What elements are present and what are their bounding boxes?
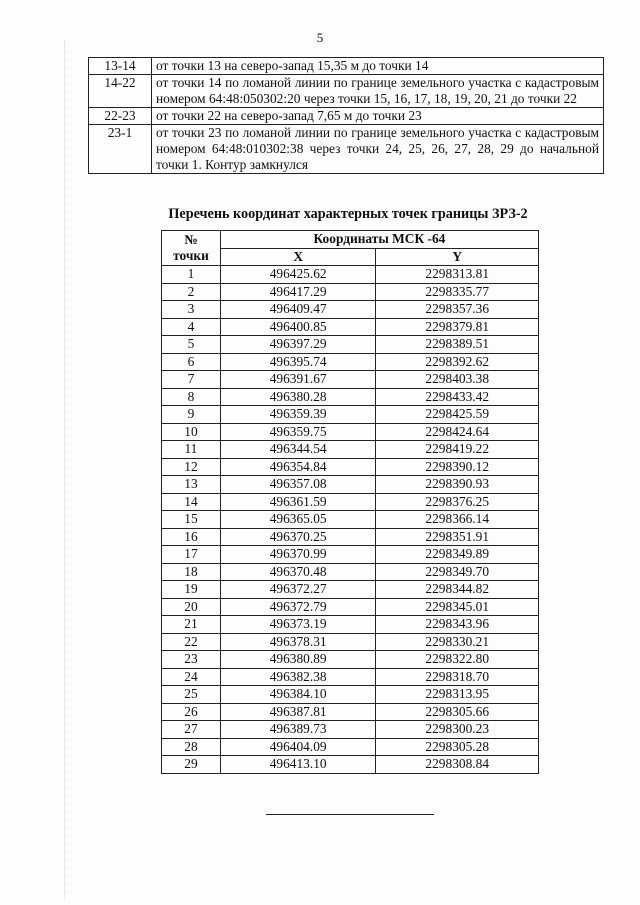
point-row bbox=[162, 493, 539, 511]
point-number: 7 bbox=[162, 371, 221, 389]
point-x: 496400.85 bbox=[220, 318, 376, 336]
point-x: 496372.79 bbox=[220, 598, 376, 616]
segment-id: 23-1 bbox=[89, 125, 152, 174]
point-y: 2298322.80 bbox=[376, 651, 539, 669]
point-y: 2298424.64 bbox=[376, 423, 539, 441]
segment-row bbox=[89, 75, 604, 108]
point-x: 496397.29 bbox=[220, 336, 376, 354]
point-y: 2298376.25 bbox=[376, 493, 539, 511]
point-number-header-label: точки bbox=[173, 248, 209, 263]
point-number-header bbox=[162, 231, 221, 266]
point-row bbox=[162, 668, 539, 686]
point-x: 496370.99 bbox=[220, 546, 376, 564]
margin-line bbox=[64, 40, 65, 900]
point-x: 496391.67 bbox=[220, 371, 376, 389]
segment-id: 13-14 bbox=[89, 58, 152, 75]
point-row bbox=[162, 721, 539, 739]
point-number: 26 bbox=[162, 703, 221, 721]
point-row bbox=[162, 546, 539, 564]
point-y: 2298403.38 bbox=[376, 371, 539, 389]
point-y: 2298305.28 bbox=[376, 738, 539, 756]
boundary-description-body bbox=[89, 58, 604, 174]
point-y: 2298390.12 bbox=[376, 458, 539, 476]
point-y: 2298308.84 bbox=[376, 756, 539, 774]
point-row bbox=[162, 703, 539, 721]
point-number: 10 bbox=[162, 423, 221, 441]
point-row bbox=[162, 476, 539, 494]
point-y: 2298318.70 bbox=[376, 668, 539, 686]
point-x: 496380.28 bbox=[220, 388, 376, 406]
coordinates-header bbox=[162, 231, 539, 266]
point-row bbox=[162, 563, 539, 581]
point-x: 496354.84 bbox=[220, 458, 376, 476]
point-row bbox=[162, 301, 539, 319]
segment-row bbox=[89, 58, 604, 75]
point-x: 496359.75 bbox=[220, 423, 376, 441]
point-x: 496389.73 bbox=[220, 721, 376, 739]
point-x: 496357.08 bbox=[220, 476, 376, 494]
point-row bbox=[162, 318, 539, 336]
point-row bbox=[162, 511, 539, 529]
point-x: 496384.10 bbox=[220, 686, 376, 704]
point-number: 17 bbox=[162, 546, 221, 564]
coords-title: Перечень координат характерных точек границы ЗРЗ-2 bbox=[168, 206, 528, 222]
point-x: 496409.47 bbox=[220, 301, 376, 319]
point-row bbox=[162, 266, 539, 284]
point-number: 15 bbox=[162, 511, 221, 529]
point-row bbox=[162, 388, 539, 406]
point-x: 496417.29 bbox=[220, 283, 376, 301]
point-row bbox=[162, 616, 539, 634]
point-y: 2298313.95 bbox=[376, 686, 539, 704]
point-number-header-no: № bbox=[184, 231, 198, 247]
point-y: 2298425.59 bbox=[376, 406, 539, 424]
point-row bbox=[162, 598, 539, 616]
point-y: 2298349.89 bbox=[376, 546, 539, 564]
point-row bbox=[162, 528, 539, 546]
point-number: 16 bbox=[162, 528, 221, 546]
coordinates-table bbox=[161, 230, 539, 774]
point-y: 2298345.01 bbox=[376, 598, 539, 616]
point-y: 2298357.36 bbox=[376, 301, 539, 319]
point-x: 496365.05 bbox=[220, 511, 376, 529]
point-x: 496370.25 bbox=[220, 528, 376, 546]
point-number: 2 bbox=[162, 283, 221, 301]
point-x: 496370.48 bbox=[220, 563, 376, 581]
point-number: 9 bbox=[162, 406, 221, 424]
point-number: 25 bbox=[162, 686, 221, 704]
point-row bbox=[162, 633, 539, 651]
point-number: 21 bbox=[162, 616, 221, 634]
point-number: 22 bbox=[162, 633, 221, 651]
point-y: 2298313.81 bbox=[376, 266, 539, 284]
coordinates-body bbox=[162, 266, 539, 774]
x-header: X bbox=[220, 248, 376, 266]
point-number: 28 bbox=[162, 738, 221, 756]
page-number: 5 bbox=[316, 30, 324, 45]
coords-group-header: Координаты МСК -64 bbox=[220, 231, 538, 249]
point-y: 2298389.51 bbox=[376, 336, 539, 354]
point-number: 5 bbox=[162, 336, 221, 354]
point-x: 496413.10 bbox=[220, 756, 376, 774]
point-number: 20 bbox=[162, 598, 221, 616]
point-y: 2298344.82 bbox=[376, 581, 539, 599]
point-x: 496380.89 bbox=[220, 651, 376, 669]
y-header: Y bbox=[376, 248, 539, 266]
point-x: 496382.38 bbox=[220, 668, 376, 686]
point-x: 496344.54 bbox=[220, 441, 376, 459]
point-number: 18 bbox=[162, 563, 221, 581]
point-number: 29 bbox=[162, 756, 221, 774]
point-y: 2298349.70 bbox=[376, 563, 539, 581]
boundary-description-table bbox=[88, 57, 604, 174]
segment-id: 22-23 bbox=[89, 108, 152, 125]
point-number: 27 bbox=[162, 721, 221, 739]
point-y: 2298366.14 bbox=[376, 511, 539, 529]
point-row bbox=[162, 283, 539, 301]
segment-row bbox=[89, 108, 604, 125]
point-y: 2298392.62 bbox=[376, 353, 539, 371]
point-number: 13 bbox=[162, 476, 221, 494]
point-x: 496372.27 bbox=[220, 581, 376, 599]
point-y: 2298433.42 bbox=[376, 388, 539, 406]
point-x: 496387.81 bbox=[220, 703, 376, 721]
point-row bbox=[162, 458, 539, 476]
point-y: 2298419.22 bbox=[376, 441, 539, 459]
segment-description: от точки 23 по ломаной линии по границе земельного участка с кадастровым номером 64:48:010302:38 через точки 24, 25, 26, 27, 28, 29 до начальной точки 1. Контур замкнулся bbox=[152, 125, 604, 174]
point-number: 11 bbox=[162, 441, 221, 459]
point-row bbox=[162, 353, 539, 371]
segment-description: от точки 14 по ломаной линии по границе земельного участка с кадастровым номером 64:48:050302:20 через точки 15, 16, 17, 18, 19, 20, 21 до точки 22 bbox=[152, 75, 604, 108]
point-x: 496373.19 bbox=[220, 616, 376, 634]
point-y: 2298305.66 bbox=[376, 703, 539, 721]
point-number: 23 bbox=[162, 651, 221, 669]
point-row bbox=[162, 581, 539, 599]
segment-description: от точки 13 на северо-запад 15,35 м до точки 14 bbox=[152, 58, 604, 75]
point-number: 6 bbox=[162, 353, 221, 371]
point-x: 496359.39 bbox=[220, 406, 376, 424]
point-number: 8 bbox=[162, 388, 221, 406]
point-x: 496361.59 bbox=[220, 493, 376, 511]
point-y: 2298351.91 bbox=[376, 528, 539, 546]
point-x: 496395.74 bbox=[220, 353, 376, 371]
point-row bbox=[162, 738, 539, 756]
point-number: 1 bbox=[162, 266, 221, 284]
point-number: 12 bbox=[162, 458, 221, 476]
point-number: 3 bbox=[162, 301, 221, 319]
point-x: 496425.62 bbox=[220, 266, 376, 284]
point-number: 14 bbox=[162, 493, 221, 511]
point-y: 2298330.21 bbox=[376, 633, 539, 651]
point-row bbox=[162, 756, 539, 774]
point-row bbox=[162, 371, 539, 389]
point-row bbox=[162, 441, 539, 459]
point-row bbox=[162, 423, 539, 441]
point-row bbox=[162, 686, 539, 704]
point-number: 24 bbox=[162, 668, 221, 686]
point-y: 2298343.96 bbox=[376, 616, 539, 634]
point-y: 2298390.93 bbox=[376, 476, 539, 494]
point-row bbox=[162, 651, 539, 669]
point-x: 496404.09 bbox=[220, 738, 376, 756]
segment-description: от точки 22 на северо-запад 7,65 м до точки 23 bbox=[152, 108, 604, 125]
point-y: 2298300.23 bbox=[376, 721, 539, 739]
point-y: 2298335.77 bbox=[376, 283, 539, 301]
segment-row bbox=[89, 125, 604, 174]
end-line bbox=[266, 814, 434, 815]
point-y: 2298379.81 bbox=[376, 318, 539, 336]
point-row bbox=[162, 336, 539, 354]
point-row bbox=[162, 406, 539, 424]
point-number: 19 bbox=[162, 581, 221, 599]
point-number: 4 bbox=[162, 318, 221, 336]
point-x: 496378.31 bbox=[220, 633, 376, 651]
segment-id: 14-22 bbox=[89, 75, 152, 108]
